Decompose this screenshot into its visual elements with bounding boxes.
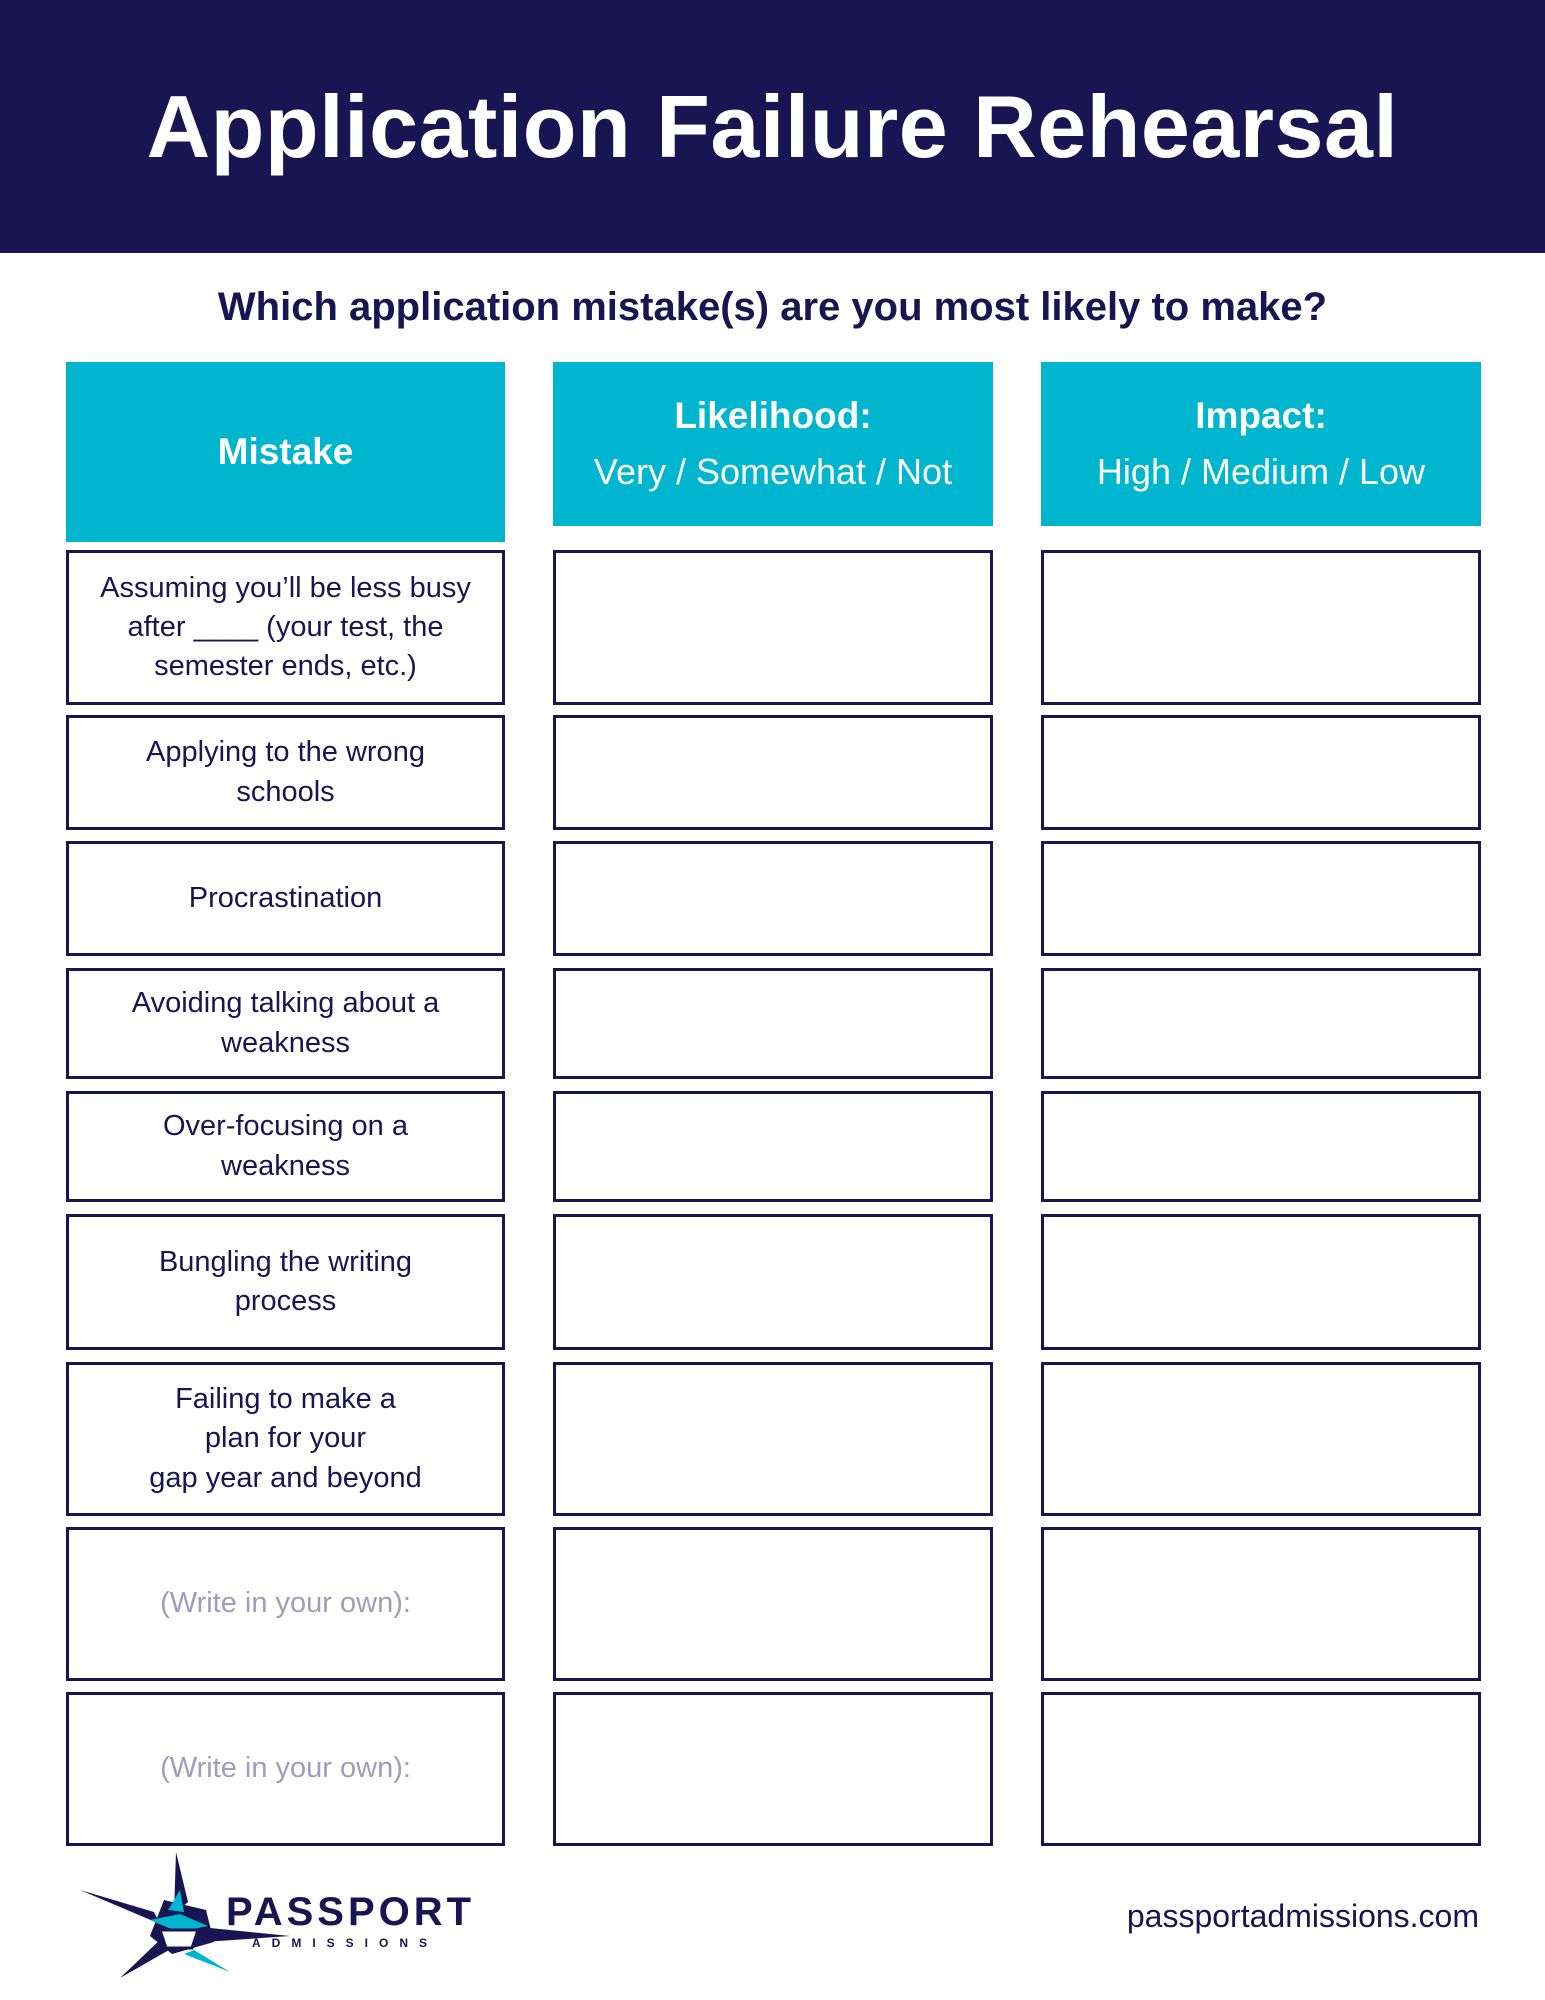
- page-title: Application Failure Rehearsal: [146, 76, 1399, 176]
- impact-input-box[interactable]: [1041, 1362, 1481, 1516]
- header-banner: [0, 0, 1545, 253]
- website-url[interactable]: passportadmissions.com: [1126, 1898, 1479, 1934]
- mistake-cell: [66, 1214, 505, 1350]
- mistake-text: [163, 1107, 408, 1185]
- column-header-mistake: [66, 362, 505, 542]
- impact-input-box[interactable]: [1041, 841, 1481, 956]
- column-header-likelihood: [553, 362, 993, 526]
- mistake-line: schools: [236, 775, 335, 808]
- column-header-impact: [1041, 362, 1481, 526]
- mistake-text: [160, 1749, 411, 1788]
- impact-input-box[interactable]: [1041, 550, 1481, 705]
- mistake-line: semester ends, etc.): [154, 650, 417, 683]
- impact-input-box[interactable]: [1041, 1692, 1481, 1846]
- write-in-field[interactable]: [66, 1527, 505, 1681]
- mistake-line: Procrastination: [188, 881, 383, 914]
- mistake-cell: [66, 1091, 505, 1202]
- mistake-text: [159, 1243, 412, 1321]
- column-subtitle: Very / Somewhat / Not: [593, 451, 953, 492]
- likelihood-input-box[interactable]: [553, 550, 993, 705]
- likelihood-input-box[interactable]: [553, 1214, 993, 1350]
- likelihood-input-box[interactable]: [553, 715, 993, 830]
- mistake-line: Avoiding talking about a: [131, 987, 440, 1020]
- column-title: Likelihood:: [674, 395, 872, 436]
- mistake-line: Applying to the wrong: [146, 736, 425, 769]
- likelihood-input-box[interactable]: [553, 968, 993, 1079]
- mistake-line: Bungling the writing: [158, 1245, 413, 1278]
- column-title: Mistake: [217, 431, 354, 472]
- column-subtitle: High / Medium / Low: [1096, 451, 1426, 492]
- mistake-line: after ____ (your test, the: [127, 610, 444, 643]
- mistake-text: [100, 569, 471, 686]
- mistake-line: weakness: [221, 1149, 350, 1182]
- mistake-line: gap year and beyond: [149, 1461, 422, 1494]
- question-heading: Which application mistake(s) are you most likely to make?: [217, 285, 1328, 329]
- mistake-text: [160, 1584, 411, 1623]
- mistake-cell: [66, 550, 505, 705]
- mistake-line: weakness: [221, 1026, 350, 1059]
- mistake-line: Assuming you’ll be less busy: [100, 571, 471, 604]
- mistake-text: [189, 879, 382, 918]
- brand-subtitle: ADMISSIONS: [252, 1936, 439, 1950]
- column-title: Impact:: [1195, 395, 1327, 436]
- likelihood-input-box[interactable]: [553, 1692, 993, 1846]
- mistake-line: process: [234, 1285, 337, 1317]
- mistake-line: Over-focusing on a: [162, 1110, 408, 1143]
- impact-input-box[interactable]: [1041, 1527, 1481, 1681]
- impact-input-box[interactable]: [1041, 1091, 1481, 1202]
- mistake-text: [132, 984, 439, 1062]
- mistake-cell: [66, 1362, 505, 1516]
- mistake-cell: [66, 841, 505, 956]
- brand-name: PASSPORT: [226, 1890, 476, 1934]
- impact-input-box[interactable]: [1041, 968, 1481, 1079]
- mistake-line: (Write in your own):: [160, 1587, 411, 1620]
- likelihood-input-box[interactable]: [553, 1362, 993, 1516]
- mistake-line: plan for your: [204, 1422, 367, 1455]
- write-in-field[interactable]: [66, 1692, 505, 1846]
- likelihood-input-box[interactable]: [553, 1091, 993, 1202]
- mistake-cell: [66, 968, 505, 1079]
- likelihood-input-box[interactable]: [553, 1527, 993, 1681]
- mistake-line: (Write in your own):: [160, 1752, 411, 1785]
- likelihood-input-box[interactable]: [553, 841, 993, 956]
- impact-input-box[interactable]: [1041, 1214, 1481, 1350]
- mistake-text: [146, 733, 425, 811]
- impact-input-box[interactable]: [1041, 715, 1481, 830]
- mistake-text: [149, 1380, 422, 1497]
- mistake-cell: [66, 715, 505, 830]
- mistake-line: Failing to make a: [175, 1383, 396, 1416]
